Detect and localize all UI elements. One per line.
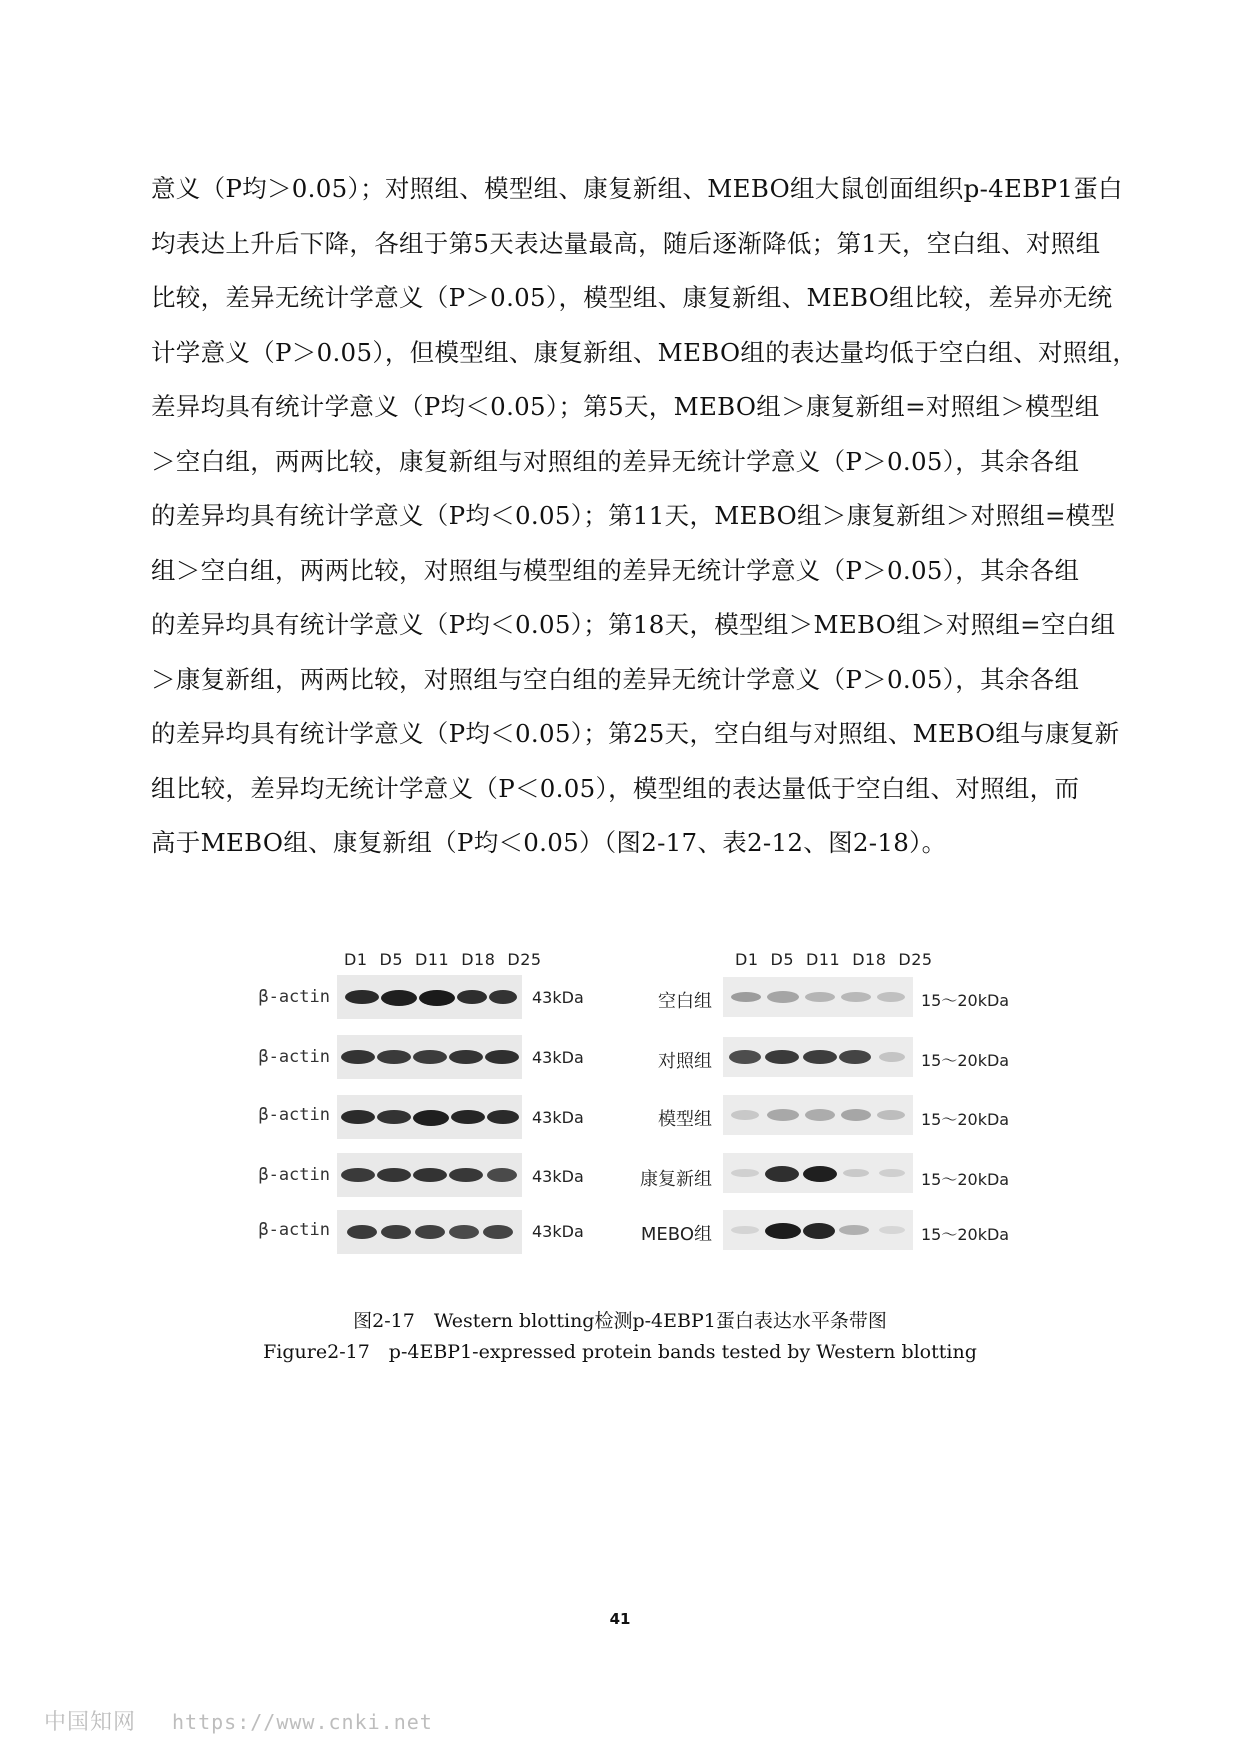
- figure-caption-english: Figure2-17 p-4EBP1-expressed protein bands tested by Western blotting: [263, 1341, 977, 1363]
- lane-label: D25: [898, 950, 933, 969]
- lane-label: D18: [852, 950, 887, 969]
- group-label-control: 对照组: [658, 1051, 712, 1072]
- lane-label: D5: [379, 950, 403, 969]
- lane-label: D25: [507, 950, 542, 969]
- page-number: 41: [609, 1610, 631, 1628]
- blot-strip: [723, 977, 913, 1017]
- blot-strip: [723, 1210, 913, 1250]
- blot-strip: [723, 1095, 913, 1135]
- blot-strip: [337, 1095, 522, 1139]
- blot-strip: [337, 975, 522, 1019]
- lane-label: D11: [415, 950, 450, 969]
- molecular-weight-label: 43kDa: [532, 1108, 584, 1127]
- text-line: 的差异均具有统计学意义（P均＜0.05）；第18天，模型组＞MEBO组＞对照组=空白组: [151, 610, 1116, 639]
- text-line: ＞康复新组，两两比较，对照组与空白组的差异无统计学意义（P＞0.05），其余各组: [151, 664, 1080, 694]
- blot-strip: [337, 1035, 522, 1079]
- watermark-url: https://www.cnki.net: [172, 1710, 433, 1734]
- text-line: 的差异均具有统计学意义（P均＜0.05）；第25天，空白组与对照组、MEBO组与康复新: [151, 719, 1120, 748]
- molecular-weight-label: 15～20kDa: [921, 1051, 1010, 1070]
- molecular-weight-label: 15～20kDa: [921, 1110, 1010, 1129]
- beta-actin-label: β-actin: [258, 1047, 330, 1067]
- text-line: 组＞空白组，两两比较，对照组与模型组的差异无统计学意义（P＞0.05），其余各组: [151, 555, 1080, 585]
- blot-strip: [723, 1037, 913, 1077]
- beta-actin-label: β-actin: [258, 1220, 330, 1240]
- figure-caption-chinese: 图2-17 Western blotting检测p-4EBP1蛋白表达水平条带图: [353, 1310, 887, 1332]
- lane-label: D1: [735, 950, 759, 969]
- text-line: 组比较，差异均无统计学意义（P＜0.05），模型组的表达量低于空白组、对照组，而: [151, 773, 1080, 803]
- molecular-weight-label: 15～20kDa: [921, 991, 1010, 1010]
- molecular-weight-label: 43kDa: [532, 1222, 584, 1241]
- blot-strip: [723, 1153, 913, 1193]
- lane-label: D11: [806, 950, 841, 969]
- watermark-site: 中国知网: [44, 1710, 137, 1735]
- left-lane-header: [344, 950, 554, 969]
- lane-label: D5: [770, 950, 794, 969]
- text-line: 的差异均具有统计学意义（P均＜0.05）；第11天，MEBO组＞康复新组＞对照组=模型: [151, 501, 1116, 530]
- watermark: [44, 1705, 433, 1736]
- text-line: 意义（P均＞0.05）；对照组、模型组、康复新组、MEBO组大鼠创面组织p-4EBP1蛋白: [151, 174, 1123, 203]
- group-label-mebo: MEBO组: [640, 1224, 712, 1245]
- molecular-weight-label: 43kDa: [532, 988, 584, 1007]
- text-line: ＞空白组，两两比较，康复新组与对照组的差异无统计学意义（P＞0.05），其余各组: [151, 446, 1080, 476]
- lane-label: D1: [344, 950, 368, 969]
- beta-actin-label: β-actin: [258, 987, 330, 1007]
- molecular-weight-label: 43kDa: [532, 1167, 584, 1186]
- group-label-model: 模型组: [658, 1109, 712, 1130]
- western-blot-figure: [0, 945, 1240, 1265]
- molecular-weight-label: 15～20kDa: [921, 1170, 1010, 1189]
- beta-actin-label: β-actin: [258, 1105, 330, 1125]
- blot-strip: [337, 1210, 522, 1254]
- beta-actin-label: β-actin: [258, 1165, 330, 1185]
- text-line: 差异均具有统计学意义（P均＜0.05）；第5天，MEBO组＞康复新组=对照组＞模型组: [151, 392, 1100, 421]
- lane-label: D18: [461, 950, 496, 969]
- text-line: 均表达上升后下降，各组于第5天表达量最高，随后逐渐降低；第1天，空白组、对照组: [151, 228, 1101, 258]
- right-lane-header: [735, 950, 945, 969]
- body-paragraph: [151, 162, 1138, 871]
- molecular-weight-label: 43kDa: [532, 1048, 584, 1067]
- text-line: 高于MEBO组、康复新组（P均＜0.05）（图2-17、表2-12、图2-18）。: [151, 828, 947, 857]
- blot-strip: [337, 1153, 522, 1197]
- group-label-kangfuxin: 康复新组: [640, 1169, 712, 1190]
- molecular-weight-label: 15～20kDa: [921, 1225, 1010, 1244]
- group-label-blank: 空白组: [658, 991, 712, 1012]
- text-line: 计学意义（P＞0.05），但模型组、康复新组、MEBO组的表达量均低于空白组、对照组，: [151, 337, 1138, 367]
- text-line: 比较，差异无统计学意义（P＞0.05），模型组、康复新组、MEBO组比较，差异亦无统: [151, 283, 1113, 312]
